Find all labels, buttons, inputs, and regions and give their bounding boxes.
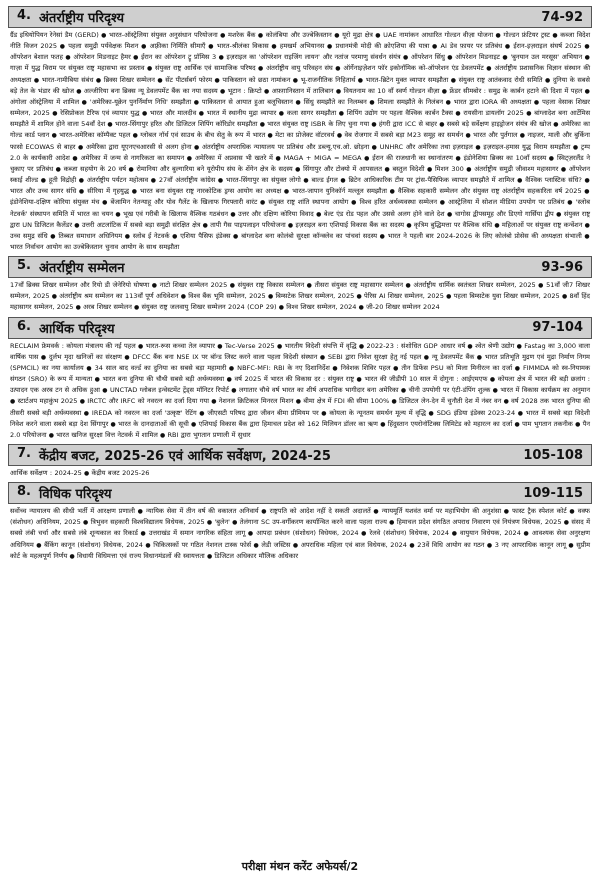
topic-item: चागोस द्वीपसमूह और डिएगो गार्सिया द्वीप ● <box>455 210 564 218</box>
topic-item: इज़राइल बना एशियाई विकास बैंक का सदस्य ● <box>296 221 414 229</box>
topic-item: 51वाँ जी7 शिखर सम्मेलन, 2025 ● <box>10 281 590 300</box>
topic-item: FIMMDA को स्व-नियामक संगठन (SRO) के रूप में मान्यता ● <box>10 364 590 383</box>
topic-item: सबसे बड़े सर्वेक्षण हाइड्रोजन संयंत्र की खोज ● <box>447 120 561 128</box>
topic-item: अंतर्राष्ट्रीय प्रशासनिक विज्ञान संस्थान की अध्यक्षता ● <box>10 64 590 83</box>
topic-item: भारत निर्वाचन आयोग का उज्बेकिस्तान चुनाव आयोग के साथ समझौता <box>10 242 180 251</box>
topic-item: नाइजर, माली और बुर्किना फासो ECOWAS से बाहर ● <box>10 131 590 150</box>
section-name: विधिक परिदृश्य <box>38 487 112 503</box>
topic-item: तीन डिफेंस PSU को मिला मिनीरत्न का दर्जा ● <box>401 364 523 372</box>
topic-item: अफ़ग़ानिस्तान में तालिबान ● <box>272 87 344 95</box>
topic-item: तीसरा संयुक्त राष्ट्र महासागर सम्मेलन ● <box>315 281 414 289</box>
topic-item: गोल्डन फ्रंटियर ट्रस्ट ● <box>503 31 560 39</box>
topic-item: ब्रिक्स शिखर सम्मेलन ● <box>104 76 165 84</box>
topic-item: दुनिया के सबसे बड़े तेल के भंडार की खोज ● <box>10 76 590 95</box>
topic-item: बांग्लादेश बना आर्टेमिस समझौते में शामिल होने वाला 54वाँ देश ● <box>10 109 590 128</box>
topic-item: संयुक्त राष्ट्र जलवायु शिखर सम्मेलन 2024 (COP 29) ● <box>142 303 287 311</box>
topic-item: विश्व हरित अर्थव्यवस्था सम्मेलन ● <box>360 198 449 206</box>
topic-item: मिशन 300 ● <box>435 165 474 173</box>
section-topic-list <box>8 504 592 565</box>
topic-item: ऑपरेशन स्काई शील्ड ● <box>10 165 590 184</box>
topic-item: संयुक्त राष्ट्र आर्थिक एवं सामाजिक परिषद ● <box>155 64 266 72</box>
topic-item: भारत और उच्च सागर संधि ● <box>10 187 87 195</box>
topic-item: उत्तराखंड में समान नागरिक संहिता लागू ● <box>149 529 256 537</box>
topic-item: नेशनल क्रिटिकल मिनरल मिशन ● <box>219 397 304 405</box>
topic-item: रेलवे (संशोधन) विधेयक, 2024 ● <box>370 529 461 537</box>
page-footer: परीक्षा मंथन करेंट अफेयर्स/2 <box>241 860 359 873</box>
topic-item: तापी गैस पाइपलाइन परियोजना ● <box>210 221 295 229</box>
topic-item: पाकिस्तान से आयात हुआ बलूचिस्तान ● <box>202 98 304 106</box>
topic-item: RECLAIM फ्रेमवर्क : कोयला मंत्रालय की नई पहल ● <box>10 342 146 350</box>
topic-item: आस्ट्रेलिया में सोशल मीडिया उपयोग पर प्रतिबंध ● <box>448 198 576 206</box>
topic-item: इज़राइल-हमास युद्ध विराम समझौता ● <box>483 143 581 151</box>
topic-item: सुप्रीम कोर्ट के महत्वपूर्ण निर्णय ● <box>10 541 590 560</box>
topic-item: UNHRC और अमेरिका तथा इज़राइल ● <box>380 143 484 151</box>
topic-item: RBI द्वारा भुगतान प्रणाली में सुधार <box>167 430 251 439</box>
topic-item: हिमाचल प्रदेश संगठित अपराध निवारण एवं नियंत्रण विधेयक, 2025 ● <box>397 518 572 526</box>
topic-item: राष्ट्रपति को आदेश नहीं दे सकती अदालतें ● <box>270 507 382 515</box>
topic-item: अंतर्राष्ट्रीय वायु परिवहन संघ ● <box>266 64 343 72</box>
topic-item: भारत बना दुनिया की चौथी सबसे बड़ी अर्थव्यवस्था ● <box>103 375 235 383</box>
topic-item: अंतर्राष्ट्रीय समुद्री जीवाश्म महासागर ● <box>474 165 569 173</box>
topic-item: अंतर्राष्ट्रीय धार्मिक स्वतंत्रता शिखर सम्मेलन, 2025 ● <box>413 281 546 289</box>
topic-item: अल्जीरिया बना ब्रिक्स न्यू डेवलपमेंट बैंक का नया सदस्य ● <box>84 87 228 95</box>
topic-item: पहला बिम्सटेक युवा शिखर सम्मेलन, 2025 ● <box>454 292 570 300</box>
topic-item: अंतर्राष्ट्रीय अपराधिक न्यायालय पर प्रतिबंध और डब्ल्यू.एच.ओ. छोड़ना ● <box>202 143 380 151</box>
section-number: 4. <box>17 8 31 23</box>
topic-item: IRCTC और IRFC को नवरत्न का दर्जा दिया गया ● <box>87 397 218 405</box>
topic-item: जी-20 शिखर सम्मेलन 2024 <box>366 303 440 312</box>
topic-item: ग्रैंड इथियोपियन रेनेसां डैम (GERD) ● <box>10 31 109 39</box>
section-number: 8. <box>17 484 31 500</box>
topic-item: मशरेक बैंक ● <box>228 31 266 39</box>
topic-item: बेल्ट एंड रोड पहल और उससे अलग होने वाले देश ● <box>324 210 455 218</box>
topic-item: भारत बना संयुक्त राष्ट्र नारकोटिक ड्रग्स आयोग का अध्यक्ष ● <box>140 187 292 195</box>
topic-item: गाज़ा में युद्ध विराम पर संयुक्त राष्ट्र महासभा का प्रस्ताव ● <box>10 64 155 72</box>
topic-item: सिंधु समझौते का निलम्बन ● <box>304 98 378 106</box>
topic-item: फास्ट ट्रैक स्पेशल कोर्ट ● <box>512 507 578 515</box>
topic-item: नाटो शिखर सम्मेलन 2025 ● <box>160 281 238 289</box>
topic-item: भारत-नामीबिया संबंध ● <box>42 76 104 84</box>
topic-item: बस्तुल विदेशी ● <box>392 165 435 173</box>
topic-item: Tec-Verse 2025 ● <box>225 342 285 350</box>
topic-item: अरब शिखर सम्मेलन ● <box>83 303 141 311</box>
topic-item: 'अमेरिका-यूक्रेन पुनर्निर्माण निधि' समझौता ● <box>90 98 202 106</box>
topic-item: न्यायमूर्ति यशवंत वर्मा पर महाभियोग की अनुशंसा ● <box>382 507 512 515</box>
topic-item: NBFC-MFI: RBI के नए दिशानिर्देश ● <box>237 364 341 372</box>
topic-item: फ्रेंडर सीमबोर : समुद्र के कार्बन हटाने की दिशा में पहल ● <box>449 87 590 95</box>
topic-item: बीमा क्षेत्र में FDI की सीमा 100% ● <box>303 397 399 405</box>
section-header <box>8 444 592 466</box>
topic-item: वर्ष 2025 में भारत की विकास दर : संयुक्त राष्ट्र ● <box>235 375 365 383</box>
topic-item: अमेरिका द्वारा यूएनएचआरसी से अलग होना ● <box>86 143 202 151</box>
topic-item: UAE नामांकन आधारित गोल्डन वीज़ा योजना ● <box>383 31 503 39</box>
topic-item: पेरिस AI शिखर सम्मेलन, 2025 ● <box>364 292 454 300</box>
section-name: अंतर्राष्ट्रीय परिदृश्य <box>38 11 125 26</box>
topic-item: ईरान की राजधानी का स्थानांतरण ● <box>372 154 463 162</box>
topic-item: निवेशक शिविर पहल ● <box>341 364 402 372</box>
topic-item: 'स्लोब नेटवर्क' संस्थापन समिति में भारत का चयन ● <box>10 198 590 217</box>
topic-item: अफ़्रीका निर्मिति सीमाएँ ● <box>150 42 217 50</box>
topic-item: लगातार चौथे वर्ष भारत का शीर्ष अपराधिक भागीदार बना अमेरिका ● <box>239 386 409 394</box>
topic-item: ग्लोबल नॉर्थ एवं साउथ के बीच सेतु के रूप में भारत ● <box>140 131 275 139</box>
topic-item: भारत-सिंगापुर हरित और डिजिटल शिपिंग कॉरिडोर समझौता ● <box>115 120 267 128</box>
section-title <box>17 319 115 337</box>
topic-item: SDG इंडिया इंडेक्स 2023-24 ● <box>437 409 526 417</box>
topic-item: भारत ने पहली बार 2024-2026 के लिए कोलंबो प्रोसेस की अध्यक्षता संभाली ● <box>388 232 590 240</box>
topic-item: अंतर्राष्ट्रीय पर्यटन महोत्सव ● <box>87 176 159 184</box>
section-number: 6. <box>17 318 31 334</box>
section-title <box>17 484 112 502</box>
section-header <box>8 482 592 504</box>
section-name: केंद्रीय बजट, 2025-26 एवं आर्थिक सर्वेक्षण, 2024-25 <box>38 449 331 464</box>
section-topic-list <box>8 278 592 316</box>
topic-item: भारत संयुक्त राष्ट्र ISBR के लिए चुना गया ● <box>267 120 379 128</box>
topic-item: महिलाओं पर संयुक्त राष्ट्र कन्वेंशन ● <box>502 221 590 229</box>
topic-item: बांग्लादेश बना कोलंबो सुरक्षा कॉन्क्लेव का पांचवां सदस्य ● <box>241 232 388 240</box>
topic-item: DFCC बैंक बना NSE IX पर बॉन्ड लिस्ट करने वाला पहला विदेशी संस्थान ● <box>132 353 327 361</box>
topic-item: UNCTAD ग्लोबल इन्वेस्टमेंट ट्रेंड्स मॉनिटर रिपोर्ट ● <box>110 386 239 394</box>
section <box>8 444 592 482</box>
topic-item: उत्तरी अटलांटिक में सबसे बड़ा समुद्री संरक्षित क्षेत्र ● <box>82 221 210 229</box>
topic-item: इंडोनेशिया ब्रिक्स का 10वाँ सदस्य ● <box>464 154 557 162</box>
section-page-range: 74-92 <box>541 9 583 25</box>
topic-item: श्वेत श्रेणी उद्योग ● <box>475 342 524 350</box>
topic-item: पैन 2.0 परियोजना ● <box>10 420 590 439</box>
topic-item: जीएसटी परिषद द्वारा जीवन बीमा प्रीमियम पर ● <box>207 409 329 417</box>
topic-item: डिजिटल लेन-देन में चुनौती देश में नंबर वन ● <box>399 397 511 405</box>
topic-item: बिम्सटेक शिखर सम्मेलन, 2025 ● <box>275 292 364 300</box>
topic-item: केंद्रीय बजट 2025-26 <box>91 469 150 477</box>
topic-item: डिजिटल अधिकार मौलिक अधिकार <box>214 551 299 560</box>
topic-item: ईरान-इज़राइल संघर्ष 2025 ● <box>513 42 590 50</box>
topic-item: भू-राजनीतिक निहितार्थ ● <box>301 76 366 84</box>
topic-item: कोयला के न्यूनतम समर्थन मूल्य में वृद्धि ● <box>329 409 436 417</box>
topic-item: बैंकिंग कानून (संशोधन) विधेयक, 2024 ● <box>44 541 153 549</box>
section-page-range: 93-96 <box>541 259 583 275</box>
section <box>8 256 592 316</box>
topic-item: भारत में सबसे बड़ा विदेशी निवेश करने वाला सबसे बड़ा देश सिंगापुर ● <box>10 409 590 428</box>
topic-item: मेटा का प्रोजेक्ट वॉटरवर्थ ● <box>275 131 344 139</box>
topic-item: भारत-ऑस्ट्रेलिया संयुक्त अनुसंधान परियोजना ● <box>109 31 228 39</box>
topic-item: कब्जा विदेश नीति विजन 2025 ● <box>10 31 590 50</box>
topic-item: लेडी जस्टिस ● <box>261 541 300 549</box>
topic-item: तिब्बत समाधान अधिनियम ● <box>58 232 133 240</box>
topic-item: एशिया पैसिफ इंडेक्स ● <box>180 232 241 240</box>
topic-item: रेसिप्रोकल टैरिफ एवं व्यापार युद्ध ● <box>60 109 150 117</box>
topic-item: 'बुलेन' ● <box>214 518 239 526</box>
topic-item: Fastag का 3,000 वाला वार्षिक पास ● <box>10 342 590 361</box>
topic-item: वैश्विक सहकारी सम्मेलन और संयुक्त राष्ट्र अंतर्राष्ट्रीय सहकारिता वर्ष 2025 ● <box>398 187 590 195</box>
topic-item: ईरान का ऑपरेशन ट्रू प्रॉमिस 3 ● <box>141 53 226 61</box>
topic-item: आवश्यक सेवा अनुरक्षण अधिनियम ● <box>10 529 590 548</box>
topic-item: अमेरिका में जन्म से नागरिकता का समापन ● <box>81 154 195 162</box>
topic-item: ट्रम्प 2.0 के कार्यकारी आदेश ● <box>10 143 590 162</box>
topic-item: संयुक्त राष्ट्र आतंकवाद रोधी समिति ● <box>459 76 553 84</box>
section-number: 7. <box>17 446 31 461</box>
topic-item: दुर्लभ मृदा खनिजों का संरक्षण ● <box>49 353 132 361</box>
topic-item: इंडोनेशिया-दक्षिण कोरिया संयुक्त मंच ● <box>10 198 111 206</box>
topic-item: भारत-रूस कच्चा तेल व्यापार ● <box>146 342 225 350</box>
topic-item: वर्ष 2028 तक भारत दुनिया की तीसरी सबसे बड़ी अर्थव्यवस्था ● <box>10 397 590 416</box>
topic-item: शिमला समझौते के निलंबन ● <box>378 98 454 106</box>
topic-item: ऑपरेशन मिडनाइट ● <box>455 53 510 61</box>
topic-item: स्लोब ई नेटवर्क ● <box>133 232 180 240</box>
topic-item: त्रिभुवन सहकारी विश्वविद्यालय विधेयक, 2025 ● <box>91 518 215 526</box>
topic-item: ऑपरेशन मिडनाइट हैमर ● <box>73 53 141 61</box>
topic-item: ब्रिटेन आधिकारिक टीम पर ट्रांस-पैसिफिक व्यापार समझौते में शामिल ● <box>348 176 525 184</box>
topic-item: भूख एवं गरीबी के खिलाफ वैश्विक गठबंधन ● <box>123 210 238 218</box>
topic-item: भारत-श्रीलंका विकास ● <box>217 42 280 50</box>
topic-item: पाम भुगतान तकनीक ● <box>522 420 583 428</box>
topic-item: IREDA को नवरत्न का दर्जा 'उत्कृष्ट' रेटिंग ● <box>92 409 207 417</box>
topic-item: ऑपरेशन सिंधु ● <box>411 53 455 61</box>
topic-item: विधायी विधिमत्ता एवं राज्य विधानमंडलों की स्वायत्तता ● <box>77 552 214 560</box>
topic-item: भारत द्वारा IORA की अध्यक्षता ● <box>454 98 542 106</box>
topic-item: 23वें विधि आयोग का गठन ● <box>417 541 494 549</box>
topic-item: पहला वेसाक शिखर सम्मेलन, 2025 ● <box>10 98 590 117</box>
topic-item: MAGA + MIGA = MEGA ● <box>284 154 373 162</box>
topic-item: तेलंगाना SC उप-वर्गीकरण कार्यान्वित करने वाला पहला राज्य ● <box>240 518 397 526</box>
topic-item: वियतनाम का 10 वाँ स्वर्ण गोल्डन वीज़ा ● <box>344 87 450 95</box>
section-topic-list <box>8 339 592 444</box>
section <box>8 482 592 565</box>
topic-item: ऑपरेशन बेशाल फतह ● <box>10 53 73 61</box>
topic-item: विश्व शिखर सम्मेलन, 2024 ● <box>286 303 366 311</box>
topic-item: सेंट पीटर्सबर्ग फोरम ● <box>165 76 222 84</box>
topic-item: अंतर्राष्ट्रीय श्रम सम्मेलन का 113वाँ पूर्ण अधिवेशन ● <box>59 292 188 300</box>
topic-item: अंगोला ऑस्ट्रेलिया में शामिल ● <box>10 98 90 106</box>
topic-item: 3 नए आपराधिक कानून लागू ● <box>495 541 577 549</box>
topic-item: संयुक्त राष्ट्र विकास सम्मेलन ● <box>238 281 315 289</box>
topic-item: न्यू डेवलपमेंट बैंक ● <box>432 353 485 361</box>
topic-item: विश्व बैंक भूमि सम्मेलन, 2025 ● <box>188 292 275 300</box>
section-header <box>8 317 592 339</box>
topic-item: भारत-अमेरिका कॉम्पैक्ट पहल ● <box>59 131 140 139</box>
topic-item: संयुक्त राष्ट्र शांति स्थापना आयोग ● <box>268 198 359 206</box>
section-title <box>17 258 125 276</box>
topic-item: सीरिया में गृहयुद्ध ● <box>87 187 140 195</box>
topic-item: रोमानिया और बुल्गारिया बने यूरोपीय संघ के शेंगेन क्षेत्र के सदस्य ● <box>136 165 303 173</box>
topic-item: रायसीना डायलॉग 2025 ● <box>463 109 534 117</box>
topic-item: 27वाँ अंतर्राष्ट्रीय कांग्रेस ● <box>159 176 226 184</box>
topic-item: स्टार्टअप महाकुंभ 2025 ● <box>18 397 88 405</box>
contents-page <box>8 0 592 873</box>
topic-item: उच्च समुद्र संधि ● <box>10 232 58 240</box>
topic-item: स्विट्ज़रलैंड ने चुकाए पर प्रतिबंध ● <box>10 154 590 173</box>
topic-item: AI डेव फ़ायर पर प्रतिबंध ● <box>441 42 514 50</box>
topic-item: 34 साल बाद वर्ल्ड का दुनिया का सबसे बड़ा महामारी ● <box>95 364 238 372</box>
section-topic-list <box>8 466 592 482</box>
section-name: अंतर्राष्ट्रीय सम्मेलन <box>38 261 125 277</box>
topic-item: 17वाँ ब्रिक्स शिखर सम्मेलन और रियो डी जेनेरियो घोषणा ● <box>10 281 160 289</box>
topic-item: कब्जा सहयोग के 20 वर्ष ● <box>64 165 137 173</box>
topic-item: पहला समुद्री पर्यवेक्षक मिशन ● <box>68 42 149 50</box>
topic-item: अमेरिका का गोल्ड कार्ड प्लान ● <box>10 120 590 139</box>
topic-item: उत्तर और दक्षिण कोरिया विवाद ● <box>238 210 324 218</box>
section <box>8 6 592 256</box>
section-header <box>8 6 592 28</box>
section <box>8 317 592 444</box>
topic-item: कृत्रिम बुद्धिमत्ता पर वैश्विक संधि ● <box>414 221 502 229</box>
topic-item: भारत-सिंगापुर का संयुक्त लोगो ● <box>226 176 312 184</box>
topic-item: इज़राइल का 'ऑपरेशन राइजिंग लायन' और नतांज परमाणु संवर्धन संयंत्र ● <box>227 53 411 61</box>
topic-item: यूरो मुद्रा क्षेत्र ● <box>342 31 383 39</box>
topic-item: एशियाई विकास बैंक द्वारा हिमाचल प्रदेश को 162 मिलियन डॉलर का ऋण ● <box>199 420 388 428</box>
topic-item: SEBI द्वारा निवेश सुरक्षा हेतु नई पहल ● <box>328 353 432 361</box>
topic-item: भारत-ब्रिटेन मुक्त व्यापार समझौता ● <box>366 76 459 84</box>
topic-item: भारत-जापान युनिकॉर्न मल्लूल समझौता ● <box>292 187 398 195</box>
topic-item: कोयला क्षेत्र में भारत की बड़ी छलांग : उत्पादन एक अरब टन से अधिक हुआ ● <box>10 375 590 394</box>
topic-item: शिपिंग उद्योग पर पहला वैश्विक कार्बन टैक्स ● <box>347 109 464 117</box>
topic-item: भारत के दानदाताओं की सूची ● <box>118 420 199 428</box>
topic-item: ऑर्गेनाइज़ेशन फॉर इकोनॉमिक को-ऑपरेशन एंड डेवलपमेंट ● <box>343 64 494 72</box>
section-number: 5. <box>17 258 31 274</box>
topic-item: बेंजामिन नेतन्याहू और योव गैलेंट के खिलाफ गिरफ्तारी वारंट ● <box>111 198 269 206</box>
topic-item: चिकित्सकों पर गठित नेशनल टास्क फोर्स ● <box>153 541 261 549</box>
topic-item: भारत में विकास कार्यक्रम का अनुमान ● <box>10 386 590 405</box>
topic-item: अमेरिका में अप्रवास भी खतरे में ● <box>195 154 284 162</box>
topic-item: हूती विद्रोही ● <box>49 176 87 184</box>
topic-item: हमखर्म अभियानस ● <box>280 42 336 50</box>
topic-item: भारत प्रतिभूति मुद्रण एवं मुद्रा निर्माण निगम (SPMCIL) का नया कार्यालय ● <box>10 353 590 372</box>
topic-item: 'बुनयान उल मरसूस' अभियान ● <box>510 53 590 61</box>
topic-item: चीनी उपयोगी पर एंटी-डंपिंग शुल्क ● <box>409 386 501 394</box>
topic-item: हंगरी द्वारा ICC से बाहर ● <box>379 120 447 128</box>
topic-item: भारत खनिज सुरक्षा वित्त नेटवर्क में शामिल ● <box>56 431 167 439</box>
topic-item: सर्वोच्च न्यायालय की सीधी भर्ती में आरक्षण प्रणाली ● <box>10 507 146 515</box>
topic-item: संसद में सबसे लंबी चर्चा और सबसे लंबे शून्यकाल का रिकार्ड ● <box>10 518 590 537</box>
topic-item: प्रधानमंत्री मोदी की क्रोएशिया की यात्रा ● <box>336 42 441 50</box>
topic-item: भूटान : क्रिप्टो ● <box>228 87 272 95</box>
topic-item: वक्फ (संशोधन) अधिनियम, 2025 ● <box>10 507 590 526</box>
topic-item: 2022-23 : संशोधित GDP आधार वर्ष ● <box>367 342 476 350</box>
topic-item: संयुक्त राष्ट्र द्वारा UN डिजिटल कैलेंडर ● <box>10 210 590 229</box>
topic-item: 8वाँ हिंद महासागर सम्मेलन, 2025 ● <box>10 292 590 311</box>
topic-item: कला सागर समझौता ● <box>287 109 347 117</box>
topic-item: बाल्ड ईगल ● <box>311 176 348 184</box>
topic-item: सिंगापुर और टोक्यो में आपसलत ● <box>303 165 392 173</box>
section-title <box>17 8 124 26</box>
topic-item: भारत की जीडीपी 10 साल में दोगुना : आईएमएफ ● <box>364 375 497 383</box>
section-name: आर्थिक परिदृश्य <box>38 321 115 337</box>
topic-item: हिंदुस्तान एयरोनॉटिक्स लिमिटेड को महारत्न का दर्जा ● <box>388 420 522 428</box>
section-page-range: 109-115 <box>523 485 583 501</box>
topic-item: अपराधिक महिला एवं बाल विधेयक, 2024 ● <box>301 541 417 549</box>
topic-item: कोलंबिया और उज्बेकिस्तान ● <box>266 31 342 39</box>
topic-item: भारत में स्थानीय मुद्रा व्यापार ● <box>207 109 287 117</box>
topic-item: वैश्विक प्लास्टिक संधि? ● <box>525 176 590 184</box>
topic-item: आर्थिक सर्वेक्षण : 2024-25 ● <box>10 469 91 477</box>
section-topic-list <box>8 28 592 256</box>
topic-item: भारत और मालदीव ● <box>150 109 207 117</box>
section-page-range: 97-104 <box>532 320 583 336</box>
section-title <box>17 446 331 464</box>
section-header <box>8 256 592 278</box>
topic-item: वायुयान विधेयक, 2024 ● <box>460 529 532 537</box>
topic-item: पाकिस्तान को छठा नामांकन ● <box>222 76 300 84</box>
topic-item: न्यायिक सेवा में तीन वर्ष की वकालत अनिवार्य ● <box>146 507 270 515</box>
topic-item: आपदा प्रबंधन (संशोधन) विधेयक, 2024 ● <box>256 529 369 537</box>
topic-item: भारत और पुर्तगाल ● <box>473 131 527 139</box>
section-page-range: 105-108 <box>523 447 583 463</box>
sections-container <box>8 6 592 565</box>
topic-item: भारतीय विदेशी संपत्ति में वृद्धि ● <box>285 342 367 350</box>
topic-item: वेब रोजगार में सबसे बड़ा M23 समूह का समर्थन ● <box>345 131 474 139</box>
